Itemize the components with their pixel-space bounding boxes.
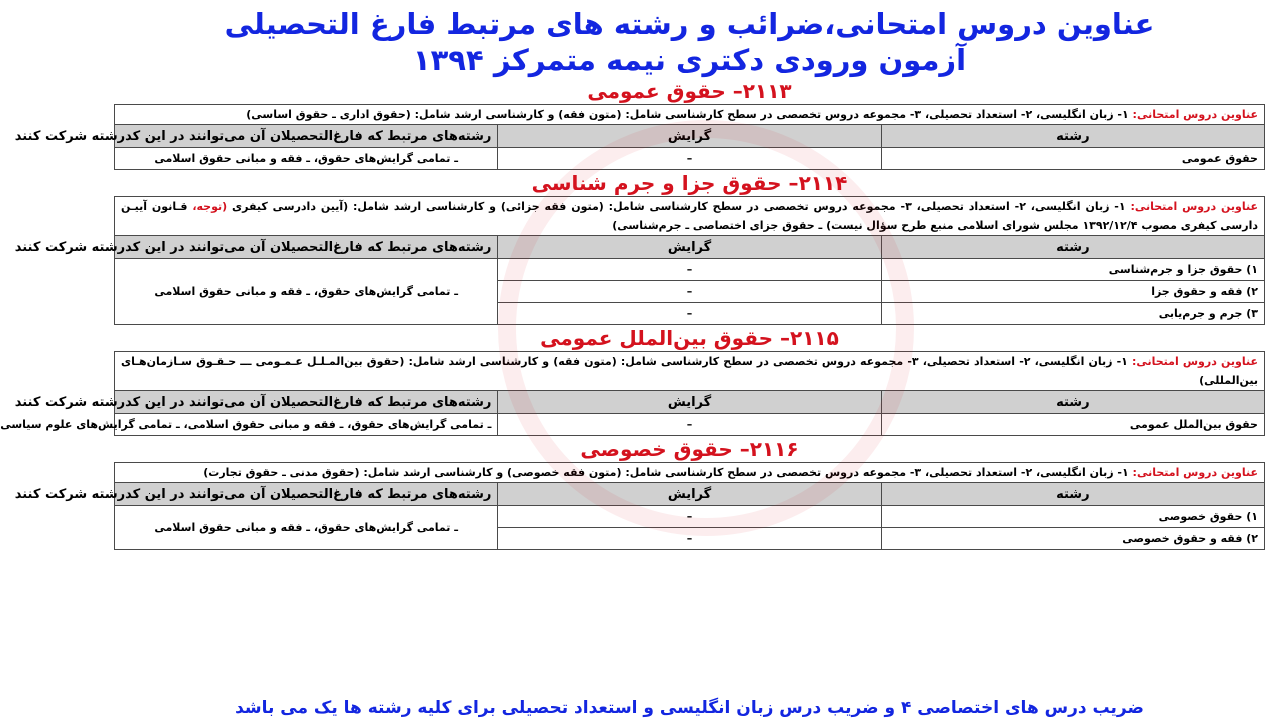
col-header-branch: گرایش [498,125,881,148]
major-cell: ۲) فقه و حقوق خصوصی [881,528,1264,550]
section-title-2113: ۲۱۱۳– حقوق عمومی [587,79,792,103]
subjects-label: عناوین دروس امتحانی: [1132,466,1258,479]
section-table-2116 [14,462,1265,550]
major-cell: ۳) جرم و جرم‌یابی [881,303,1264,325]
section-title-2116: ۲۱۱۶– حقوق خصوصی [580,437,799,461]
coefficient-note: ضریب درس های اختصاصی ۴ و ضریب درس زبان انگلیسی و استعداد تحصیلی برای کلیه رشته ها یک می باشد [235,698,1144,718]
col-header-major: رشته [881,483,1264,506]
table-row [115,414,1265,436]
related-cell: ـ تمامی گرایش‌های حقوق، ـ فقه و مبانی حقوق اسلامی [115,148,498,170]
col-header-related: رشته‌های مرتبط که فارغ‌التحصیلان آن می‌توانند در این کدرشته شرکت کنند [115,483,498,506]
major-cell: ۲) فقه و حقوق جزا [881,281,1264,303]
branch-cell: – [498,528,881,550]
section-table-2113 [14,104,1265,170]
subjects-row [115,352,1265,391]
branch-cell: – [498,281,881,303]
subjects-label: عناوین دروس امتحانی: [1132,108,1258,121]
col-header-major: رشته [881,125,1264,148]
col-header-related: رشته‌های مرتبط که فارغ‌التحصیلان آن می‌توانند در این کدرشته شرکت کنند [115,125,498,148]
subjects-label: عناوین دروس امتحانی: [1131,355,1258,368]
subjects-text: ۱- زبان انگلیسی، ۲- استعداد تحصیلی، ۳- مجموعه دروس تخصصی در سطح کارشناسی شامل: (متون فقه) و کارشناسی ارشد شامل: (حقوق اداری ـ حقوق اساسی) [246,108,1133,121]
branch-cell: – [498,259,881,281]
col-header-major: رشته [881,391,1264,414]
col-header-branch: گرایش [498,391,881,414]
col-header-related: رشته‌های مرتبط که فارغ‌التحصیلان آن می‌توانند در این کدرشته شرکت کنند [115,236,498,259]
table-row [115,259,1265,281]
subjects-text-rest: قـانون آییـن دارسی کیفری مصوب ۱۳۹۲/۱۲/۴ مجلس شورای اسلامی منبع طرح سؤال نیست) ـ حقوق جزای اختصاصی ـ جرم‌شناسی) [121,200,1258,232]
section-table-2114 [14,196,1265,325]
related-cell: ـ تمامی گرایش‌های حقوق، ـ فقه و مبانی حقوق اسلامی، ـ تمامی گرایش‌های علوم سیاسی [115,414,498,436]
major-cell: ۱) حقوق جزا و جرم‌شناسی [881,259,1264,281]
related-cell: ـ تمامی گرایش‌های حقوق، ـ فقه و مبانی حقوق اسلامی [115,259,498,325]
subjects-row [115,105,1265,125]
section-table-2115 [0,351,1265,436]
section-title-2115: ۲۱۱۵– حقوق بین‌الملل عمومی [540,326,839,350]
col-header-branch: گرایش [498,483,881,506]
page-title: عناوین دروس امتحانی،ضرائب و رشته های مرتبط فارغ التحصیلی [224,7,1155,41]
branch-cell: – [498,148,881,170]
subjects-row [115,197,1265,236]
table-row [115,148,1265,170]
subjects-text: ۱- زبان انگلیسی، ۲- استعداد تحصیلی، ۳- مجموعه دروس تخصصی در سطح کارشناسی شامل: (متون فقه جزائی) و کارشناسی ارشد شامل: (آیین دادرسی کیفری [227,200,1131,213]
col-header-related: رشته‌های مرتبط که فارغ‌التحصیلان آن می‌توانند در این کدرشته شرکت کنند [115,391,498,414]
subjects-row [115,463,1265,483]
related-cell: ـ تمامی گرایش‌های حقوق، ـ فقه و مبانی حقوق اسلامی [115,506,498,550]
branch-cell: – [498,414,881,436]
branch-cell: – [498,303,881,325]
branch-cell: – [498,506,881,528]
subjects-label: عناوین دروس امتحانی: [1130,200,1258,213]
major-cell: ۱) حقوق خصوصی [881,506,1264,528]
major-cell: حقوق بین‌الملل عمومی [881,414,1264,436]
subjects-text: ۱- زبان انگلیسی، ۲- استعداد تحصیلی، ۳- مجموعه دروس تخصصی در سطح کارشناسی شامل: (متون فقه) و کارشناسی ارشد شامل: (حقوق بین‌المـلـل عـمـومی ـــ حـقـوق سـازمان‌هـای بین‌المللی) [121,355,1258,387]
section-title-2114: ۲۱۱۴– حقوق جزا و جرم شناسی [531,171,848,195]
page-subtitle: آزمون ورودی دکتری نیمه متمرکز ۱۳۹۴ [412,43,967,77]
subjects-text: ۱- زبان انگلیسی، ۲- استعداد تحصیلی، ۳- مجموعه دروس تخصصی در سطح کارشناسی شامل: (متون فقه خصوصی) و کارشناسی ارشد شامل: (حقوق مدنی ـ حقوق تجارت) [203,466,1133,479]
note-label: (توجه، [192,200,228,213]
table-row [115,506,1265,528]
major-cell: حقوق عمومی [881,148,1264,170]
col-header-major: رشته [881,236,1264,259]
col-header-branch: گرایش [498,236,881,259]
